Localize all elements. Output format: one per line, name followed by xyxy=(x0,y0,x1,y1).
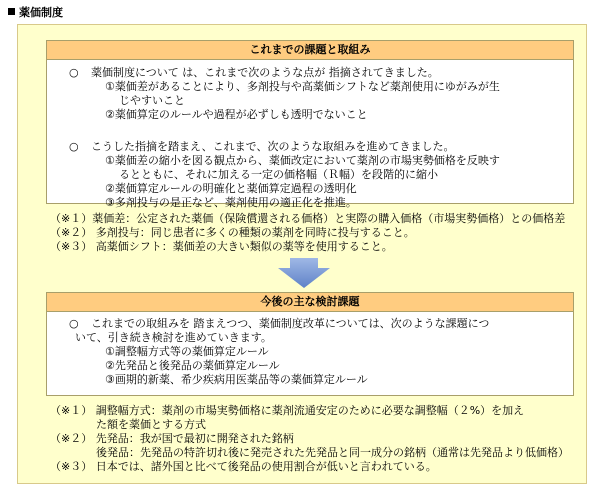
future-line-1: これまでの取組みを 踏まえつつ、薬価制度改革については、次のような課題につ xyxy=(91,317,490,330)
bullet-circle-icon: ○ xyxy=(69,317,79,330)
down-arrow-icon xyxy=(278,258,330,288)
future-item-1: ①調整幅方式等の薬価算定ルール xyxy=(105,345,269,358)
paragraph-2-item-1: ①薬価差の縮小を図る観点から、薬価改定において薬剤の市場実勢価格を反映す xyxy=(105,154,500,167)
footnote-2: （※２） 多剤投与：同じ患者に多くの種類の薬剤を同時に投与すること。 xyxy=(50,226,415,239)
footnote-3: （※３） 高薬価シフト：薬価差の大きい類似の薬等を使用すること。 xyxy=(50,240,393,253)
panel-past-issues-title: これまでの課題と取組み xyxy=(47,41,573,60)
future-footnote-2-cont: 後発品：先発品の特許切れ後に発売された先発品と同一成分の銘柄（通常は先発品より低価格） xyxy=(96,446,569,459)
page-title-text: 薬価制度 xyxy=(19,6,63,19)
future-line-2: いて、引き続き検討を進めていきます。 xyxy=(75,331,272,344)
page-title xyxy=(8,6,63,20)
bullet-circle-icon: ○ xyxy=(69,140,79,153)
future-footnote-1: （※１） 調整幅方式：薬剤の市場実勢価格に薬剤流通安定のために必要な調整幅（２%）を加え xyxy=(50,404,525,417)
paragraph-2-item-1-cont: るとともに、それに加える一定の価格幅（Ｒ幅）を段階的に縮小 xyxy=(119,168,438,181)
paragraph-1-item-1-cont: じやすいこと xyxy=(119,94,185,107)
paragraph-2-item-3: ③多剤投与の是正など、薬剤使用の適正化を推進。 xyxy=(105,196,357,209)
future-footnote-2: （※２） 先発品：我が国で最初に開発された銘柄 xyxy=(50,432,294,445)
future-footnote-3: （※３） 日本では、諸外国と比べて後発品の使用割合が低いと言われている。 xyxy=(50,460,437,473)
future-item-3: ③画期的新薬、希少疾病用医薬品等の薬価算定ルール xyxy=(105,373,368,386)
paragraph-2-item-2: ②薬価算定ルールの明確化と薬価算定過程の透明化 xyxy=(105,182,357,195)
footnote-1: （※１）薬価差：公定された薬価（保険償還される価格）と実際の購入価格（市場実勢価格）との価格差 xyxy=(50,212,566,225)
panel-future-issues xyxy=(46,292,574,396)
future-footnote-1-cont: た額を薬価とする方式 xyxy=(96,418,206,431)
bullet-circle-icon: ○ xyxy=(69,66,79,79)
square-bullet-icon xyxy=(8,8,15,15)
paragraph-2-line-1: こうした指摘を踏まえ、これまで、次のような取組みを進めてきました。 xyxy=(91,140,455,153)
future-item-2: ②先発品と後発品の薬価算定ルール xyxy=(105,359,280,372)
paragraph-1-item-1: ①薬価差があることにより、多剤投与や高薬価シフトなど薬剤使用にゆがみが生 xyxy=(105,80,500,93)
paragraph-1-line-1: 薬価制度について は、これまで次のような点が 指摘されてきました。 xyxy=(91,66,439,79)
paragraph-1-item-2: ②薬価算定のルールや過程が必ずしも透明でないこと xyxy=(105,108,368,121)
panel-past-issues xyxy=(46,40,574,209)
panel-future-issues-title: 今後の主な検討課題 xyxy=(47,293,573,312)
